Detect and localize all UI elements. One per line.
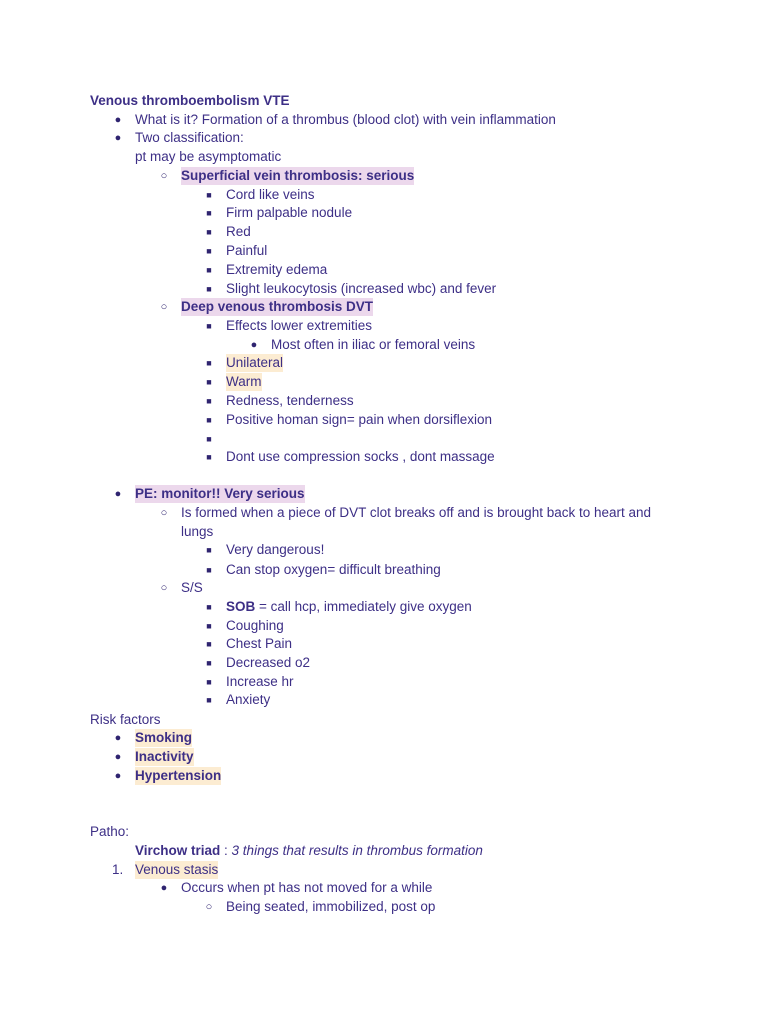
square-bullet-icon: ■ — [206, 190, 212, 200]
disc-bullet-icon: ● — [114, 488, 122, 500]
circle-bullet-icon: ○ — [160, 301, 168, 313]
list-item-text: Smoking — [135, 730, 193, 745]
list-item-text: Cord like veins — [226, 187, 315, 202]
virchow-separator: : — [220, 843, 232, 858]
square-bullet-icon: ■ — [206, 658, 212, 668]
square-bullet-icon: ■ — [206, 321, 212, 331]
square-bullet-icon: ■ — [206, 265, 212, 275]
list-item-text: Firm palpable nodule — [226, 205, 353, 220]
list-item-text: Very dangerous! — [226, 542, 325, 557]
list-item-text: Coughing — [226, 618, 284, 633]
square-bullet-icon: ■ — [206, 396, 212, 406]
list-item-text: Positive homan sign= pain when dorsiflexion — [226, 412, 493, 427]
circle-bullet-icon: ○ — [160, 170, 168, 182]
list-number: 1. — [112, 862, 124, 877]
square-bullet-icon: ■ — [206, 639, 212, 649]
square-bullet-icon: ■ — [206, 565, 212, 575]
list-item-text: Can stop oxygen= difficult breathing — [226, 562, 441, 577]
square-bullet-icon: ■ — [206, 415, 212, 425]
square-bullet-icon: ■ — [206, 695, 212, 705]
square-bullet-icon: ■ — [206, 227, 212, 237]
list-item-text: Increase hr — [226, 674, 294, 689]
list-item-text: Being seated, immobilized, post op — [226, 899, 436, 914]
disc-bullet-icon: ● — [114, 114, 122, 126]
list-item-text: S/S — [181, 580, 203, 595]
list-item-text: Extremity edema — [226, 262, 328, 277]
square-bullet-icon: ■ — [206, 208, 212, 218]
list-item-text: Decreased o2 — [226, 655, 311, 670]
list-item-text: Chest Pain — [226, 636, 293, 651]
square-bullet-icon: ■ — [206, 602, 212, 612]
list-item-text: Venous stasis — [135, 862, 219, 877]
list-item-text: Warm — [226, 374, 262, 389]
list-item — [90, 111, 730, 129]
list-item-text: Dont use compression socks , dont massage — [226, 449, 495, 464]
list-item-text: Unilateral — [226, 355, 284, 370]
list-item-text: Effects lower extremities — [226, 318, 373, 333]
list-item-text: Anxiety — [226, 692, 271, 707]
list-item-text: Most often in iliac or femoral veins — [271, 337, 476, 352]
square-bullet-icon: ■ — [206, 677, 212, 687]
list-item-text: Occurs when pt has not moved for a while — [181, 880, 433, 895]
superficial-heading: Superficial vein thrombosis: serious — [181, 168, 415, 183]
disc-bullet-icon: ● — [114, 132, 122, 144]
disc-bullet-icon: ● — [114, 732, 122, 744]
square-bullet-icon: ■ — [206, 434, 212, 444]
sob-bold: SOB — [226, 599, 256, 614]
disc-bullet-icon: ● — [160, 882, 168, 894]
list-item-text: Two classification: — [135, 130, 244, 145]
square-bullet-icon: ■ — [206, 246, 212, 256]
dvt-heading: Deep venous thrombosis DVT — [181, 299, 374, 314]
document-title: Venous thromboembolism VTE — [90, 93, 290, 108]
circle-bullet-icon: ○ — [160, 582, 168, 594]
circle-bullet-icon: ○ — [205, 901, 213, 913]
circle-bullet-icon: ○ — [160, 507, 168, 519]
sob-rest: = call hcp, immediately give oxygen — [255, 599, 472, 614]
square-bullet-icon: ■ — [206, 358, 212, 368]
square-bullet-icon: ■ — [206, 621, 212, 631]
disc-bullet-icon: ● — [250, 339, 258, 351]
patho-heading: Patho: — [90, 824, 130, 839]
list-item-text: Red — [226, 224, 251, 239]
square-bullet-icon: ■ — [206, 452, 212, 462]
list-item-text — [226, 598, 472, 616]
pe-heading: PE: monitor!! Very serious — [135, 486, 305, 501]
disc-bullet-icon: ● — [114, 770, 122, 782]
list-item-text: Hypertension — [135, 768, 222, 783]
square-bullet-icon: ■ — [206, 284, 212, 294]
square-bullet-icon: ■ — [206, 377, 212, 387]
disc-bullet-icon: ● — [114, 751, 122, 763]
list-item-continuation: pt may be asymptomatic — [135, 149, 282, 164]
list-item-text: Inactivity — [135, 749, 194, 764]
square-bullet-icon: ■ — [206, 545, 212, 555]
list-item-text: Is formed when a piece of DVT clot breaks off and is brought back to heart and lungs — [181, 505, 652, 539]
list-item-text: Redness, tenderness — [226, 393, 354, 408]
virchow-line — [135, 842, 483, 860]
virchow-italic: 3 things that results in thrombus formation — [231, 843, 483, 858]
risk-factors-heading: Risk factors — [90, 712, 161, 727]
list-item-text: Slight leukocytosis (increased wbc) and fever — [226, 281, 497, 296]
list-item-text: What is it? Formation of a thrombus (blood clot) with vein inflammation — [135, 112, 556, 127]
virchow-bold: Virchow triad — [135, 843, 221, 858]
list-item-text: Painful — [226, 243, 268, 258]
